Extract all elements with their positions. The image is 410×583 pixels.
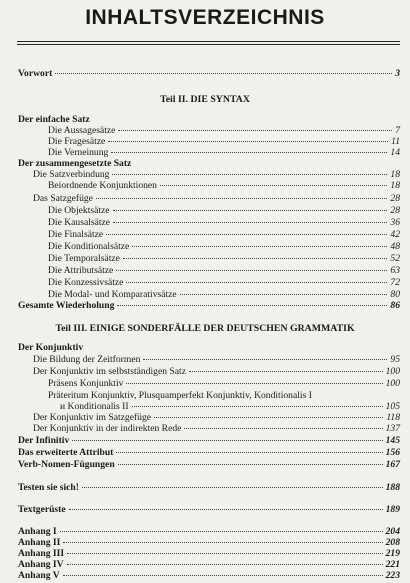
toc-entry[interactable] [18, 559, 400, 570]
toc-entry-label: Die Attributsätze [48, 265, 114, 276]
toc-entry[interactable] [18, 447, 400, 458]
leader-dots [63, 575, 383, 576]
toc-entry-label: Anhang I [18, 526, 57, 537]
toc-entry[interactable] [18, 482, 400, 493]
toc-entry-label: Die Satzverbindung [33, 169, 110, 180]
toc-entry-label: Die Verneinung [48, 147, 109, 158]
toc-entry[interactable] [48, 277, 400, 288]
toc-entry-vorwort[interactable] [18, 68, 400, 79]
leader-dots [82, 487, 383, 488]
toc-entry-page: 100 [385, 378, 400, 389]
toc-entry-label: Die Modal- und Komparativsätze [48, 289, 177, 300]
page-title: INHALTSVERZEICHNIS [85, 6, 325, 29]
leader-dots [126, 282, 387, 283]
toc-entry-page: 145 [385, 435, 400, 446]
toc-entry-page: 86 [390, 300, 400, 311]
leader-dots [67, 564, 383, 565]
leader-dots [132, 246, 387, 247]
leader-dots [180, 294, 388, 295]
toc-entry-page: 223 [385, 570, 400, 581]
toc-entry-page: 221 [385, 559, 400, 570]
toc-entry[interactable] [48, 289, 400, 300]
toc-group-zusammengesetzter-satz[interactable]: Der zusammengesetzte Satz [18, 158, 132, 169]
toc-entry[interactable] [48, 217, 400, 228]
toc-entry[interactable] [48, 265, 400, 276]
leader-dots [96, 198, 387, 199]
toc-entry[interactable] [18, 570, 400, 581]
leader-dots [116, 270, 387, 271]
toc-entry[interactable] [18, 300, 400, 311]
toc-entry[interactable] [48, 147, 400, 158]
toc-entry[interactable] [33, 354, 400, 365]
toc-entry-page: 167 [385, 459, 400, 470]
toc-entry-label: Anhang V [18, 570, 60, 581]
leader-dots [123, 258, 388, 259]
toc-group-einfacher-satz[interactable]: Der einfache Satz [18, 114, 90, 125]
toc-entry-page: 3 [395, 68, 400, 79]
toc-entry-page: 48 [390, 241, 400, 252]
toc-entry-label: Der Infinitiv [18, 435, 70, 446]
leader-dots [72, 440, 382, 441]
toc-entry-page: 14 [390, 147, 400, 158]
toc-entry-label: Der Konjunktiv in der indirekten Rede [33, 423, 182, 434]
leader-dots [60, 531, 383, 532]
toc-entry[interactable] [18, 526, 400, 537]
toc-entry-page: 11 [391, 136, 400, 147]
leader-dots [106, 234, 387, 235]
toc-entry[interactable] [48, 241, 400, 252]
toc-entry[interactable] [48, 136, 400, 147]
toc-entry[interactable] [18, 435, 400, 446]
toc-entry[interactable] [18, 548, 400, 559]
toc-entry-label: Vorwort [18, 68, 53, 79]
toc-entry-label: Die Objektsätze [48, 205, 110, 216]
toc-entry-page: 118 [386, 412, 400, 423]
title-divider-bottom [17, 44, 400, 45]
toc-entry-label-line1[interactable]: Präteritum Konjunktiv, Plusquamperfekt Konjunktiv, Konditionalis I [48, 390, 312, 401]
leader-dots [113, 222, 387, 223]
leader-dots [118, 130, 392, 131]
toc-entry-label: Gesamte Wiederholung [18, 300, 115, 311]
toc-entry-page: 219 [385, 548, 400, 559]
toc-entry-label: Anhang IV [18, 559, 64, 570]
toc-entry[interactable] [33, 193, 400, 204]
toc-entry-page: 28 [390, 193, 400, 204]
toc-entry-page: 189 [385, 504, 400, 515]
leader-dots [111, 152, 387, 153]
toc-entry-label: Die Fragesätze [48, 136, 106, 147]
leader-dots [116, 452, 382, 453]
toc-entry-label: и Konditionalis II [60, 401, 129, 412]
leader-dots [108, 141, 388, 142]
toc-entry-page: 156 [385, 447, 400, 458]
toc-entry[interactable] [48, 125, 400, 136]
leader-dots [184, 428, 382, 429]
toc-entry-label: Testen sie sich! [18, 482, 79, 493]
leader-dots [113, 210, 388, 211]
toc-entry-page: 42 [390, 229, 400, 240]
toc-entry-page: 18 [390, 169, 400, 180]
toc-entry[interactable] [48, 378, 400, 389]
toc-entry[interactable] [60, 401, 400, 412]
toc-entry-page: 105 [385, 401, 400, 412]
toc-entry-label: Die Konzessivsätze [48, 277, 124, 288]
toc-entry-page: 204 [385, 526, 400, 537]
toc-entry-label: Der Konjunktiv im selbstständigen Satz [33, 366, 186, 377]
leader-dots [67, 553, 382, 554]
toc-entry-label: Die Aussagesätze [48, 125, 116, 136]
toc-entry-label: Textgerüste [18, 504, 66, 515]
toc-entry[interactable] [48, 180, 400, 191]
toc-entry-label: Das Satzgefüge [33, 193, 93, 204]
toc-entry-label: Anhang II [18, 537, 61, 548]
leader-dots [69, 509, 383, 510]
toc-entry-label: Verb-Nomen-Fügungen [18, 459, 115, 470]
leader-dots [117, 305, 387, 306]
toc-entry-page: 100 [385, 366, 400, 377]
leader-dots [118, 464, 383, 465]
leader-dots [112, 174, 387, 175]
toc-entry[interactable] [18, 459, 400, 470]
toc-entry-label: Das erweiterte Attribut [18, 447, 114, 458]
toc-entry-label: Die Konditionalsätze [48, 241, 130, 252]
leader-dots [55, 73, 392, 74]
toc-entry-label: Präsens Konjunktiv [48, 378, 124, 389]
toc-entry-page: 80 [390, 289, 400, 300]
toc-entry-label: Anhang III [18, 548, 65, 559]
toc-entry-label: Die Kausalsätze [48, 217, 111, 228]
title-divider-top [17, 41, 400, 42]
leader-dots [63, 542, 382, 543]
toc-entry-page: 7 [395, 125, 400, 136]
toc-entry-page: 36 [390, 217, 400, 228]
leader-dots [143, 359, 387, 360]
toc-entry[interactable] [48, 253, 400, 264]
toc-entry[interactable] [48, 229, 400, 240]
toc-entry-page: 63 [390, 265, 400, 276]
toc-entry-page: 208 [385, 537, 400, 548]
section-heading-teil-3: Teil III. EINIGE SONDERFÄLLE DER DEUTSCHEN GRAMMATIK [55, 323, 355, 334]
toc-entry-page: 95 [390, 354, 400, 365]
toc-entry[interactable] [18, 537, 400, 548]
toc-entry-label: Die Finalsätze [48, 229, 104, 240]
leader-dots [160, 185, 387, 186]
leader-dots [154, 417, 383, 418]
toc-entry-label: Die Temporalsätze [48, 253, 120, 264]
toc-entry-label: Beiordnende Konjunktionen [48, 180, 157, 191]
leader-dots [132, 406, 383, 407]
toc-entry-page: 18 [390, 180, 400, 191]
toc-entry[interactable] [33, 366, 400, 377]
toc-entry-page: 52 [390, 253, 400, 264]
toc-entry[interactable] [48, 205, 400, 216]
toc-entry[interactable] [33, 169, 400, 180]
leader-dots [189, 371, 383, 372]
toc-entry-page: 188 [385, 482, 400, 493]
toc-entry[interactable] [18, 504, 400, 515]
toc-entry-label: Die Bildung der Zeitformen [33, 354, 141, 365]
toc-entry-page: 28 [390, 205, 400, 216]
toc-entry[interactable] [33, 412, 400, 423]
toc-entry[interactable] [33, 423, 400, 434]
toc-group-konjunktiv[interactable]: Der Konjunktiv [18, 342, 84, 353]
toc-entry-label: Der Konjunktiv im Satzgefüge [33, 412, 152, 423]
toc-entry-page: 72 [390, 277, 400, 288]
section-heading-teil-2: Teil II. DIE SYNTAX [160, 94, 250, 105]
leader-dots [126, 383, 382, 384]
toc-entry-page: 137 [385, 423, 400, 434]
